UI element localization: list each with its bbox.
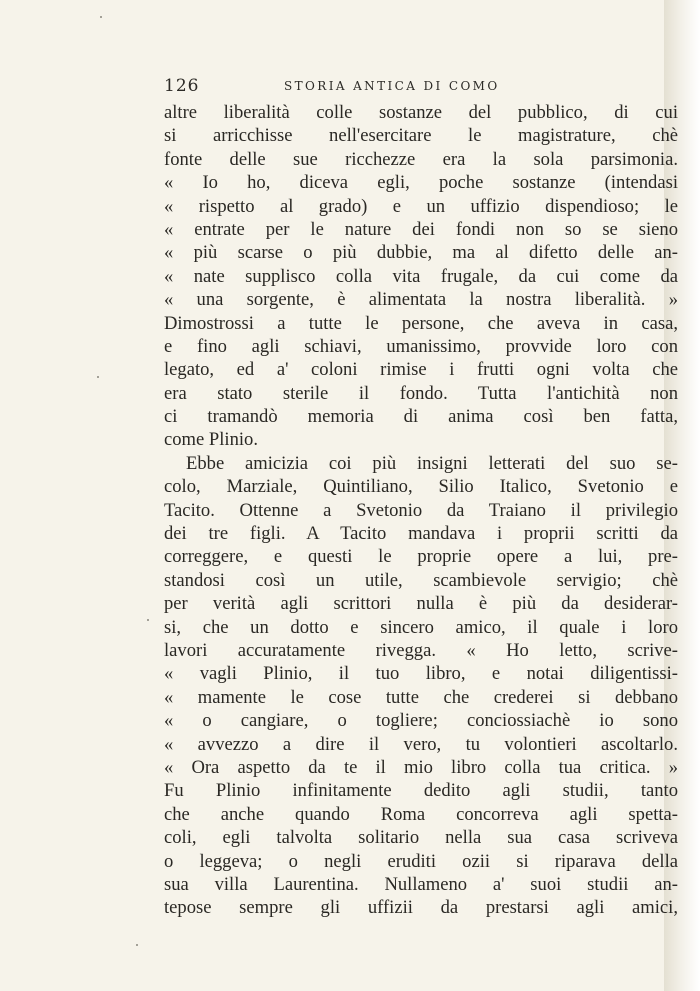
text-line: « o cangiare, o togliere; conciossiachè io sono	[164, 710, 678, 732]
text-line: ci tramandò memoria di anima così ben fatta,	[164, 406, 678, 428]
text-line: altre liberalità colle sostanze del pubblico, di cui	[164, 102, 678, 123]
text-line: tepose sempre gli uffizii da prestarsi agli amici,	[164, 897, 678, 919]
text-line: lavori accuratamente rivegga. « Ho letto, scrive-	[164, 639, 678, 661]
text-line: « Io ho, diceva egli, poche sostanze (intendasi	[164, 172, 678, 194]
text-line: dei tre figli. A Tacito mandava i proprii scritti da	[164, 523, 678, 545]
page-header	[164, 76, 678, 100]
paper-speck	[136, 944, 138, 946]
text-line: colo, Marziale, Quintiliano, Silio Italico, Svetonio e	[164, 476, 678, 498]
running-title: STORIA ANTICA DI COMO	[284, 79, 500, 93]
body-text	[164, 101, 678, 920]
text-line: « vagli Plinio, il tuo libro, e notai diligentissi-	[164, 663, 678, 685]
text-line: standosi così un utile, scambievole servigio; chè	[164, 569, 678, 591]
text-line: « nate supplisco colla vita frugale, da cui come da	[164, 265, 678, 287]
paper-speck	[97, 376, 99, 378]
text-line: « una sorgente, è alimentata la nostra liberalità. »	[164, 289, 678, 311]
text-line: « avvezzo a dire il vero, tu volontieri ascoltarlo.	[164, 733, 678, 755]
text-line: « Ora aspetto da te il mio libro colla tua critica. »	[164, 756, 678, 778]
text-line: « rispetto al grado) e un uffizio dispendioso; le	[164, 195, 678, 217]
text-line: « mamente le cose tutte che crederei si debbano	[164, 686, 678, 708]
text-line: per verità agli scrittori nulla è più da desiderar-	[164, 593, 678, 615]
page-number: 126	[164, 76, 200, 96]
text-line: si, che un dotto e sincero amico, il quale i loro	[164, 616, 678, 638]
text-line: e fino agli schiavi, umanissimo, provvide loro con	[164, 335, 678, 357]
text-line: era stato sterile il fondo. Tutta l'antichità non	[164, 382, 678, 404]
text-line: Dimostrossi a tutte le persone, che aveva in casa,	[164, 312, 678, 334]
text-line: Fu Plinio infinitamente dedito agli studii, tanto	[164, 780, 678, 802]
paper-speck	[147, 619, 149, 621]
text-line: coli, egli talvolta solitario nella sua casa scriveva	[164, 827, 678, 849]
text-line: che anche quando Roma concorreva agli spetta-	[164, 803, 678, 825]
paragraph-end-line: come Plinio.	[164, 429, 258, 451]
paper-speck	[100, 16, 102, 18]
text-line: Tacito. Ottenne a Svetonio da Traiano il privilegio	[164, 499, 678, 521]
text-line: sua villa Laurentina. Nullameno a' suoi studii an-	[164, 873, 678, 895]
text-line: « più scarse o più dubbie, ma al difetto delle an-	[164, 242, 678, 264]
paragraph-start-line: Ebbe amicizia coi più insigni letterati del suo se-	[186, 452, 678, 474]
text-line: correggere, e questi le proprie opere a lui, pre-	[164, 546, 678, 568]
text-line: legato, ed a' coloni rimise i frutti ogni volta che	[164, 359, 678, 381]
text-line: « entrate per le nature dei fondi non so se sieno	[164, 218, 678, 240]
text-line: fonte delle sue ricchezze era la sola parsimonia.	[164, 148, 678, 170]
text-line: si arricchisse nell'esercitare le magistrature, chè	[164, 125, 678, 147]
text-line: o leggeva; o negli eruditi ozii si riparava della	[164, 850, 678, 872]
